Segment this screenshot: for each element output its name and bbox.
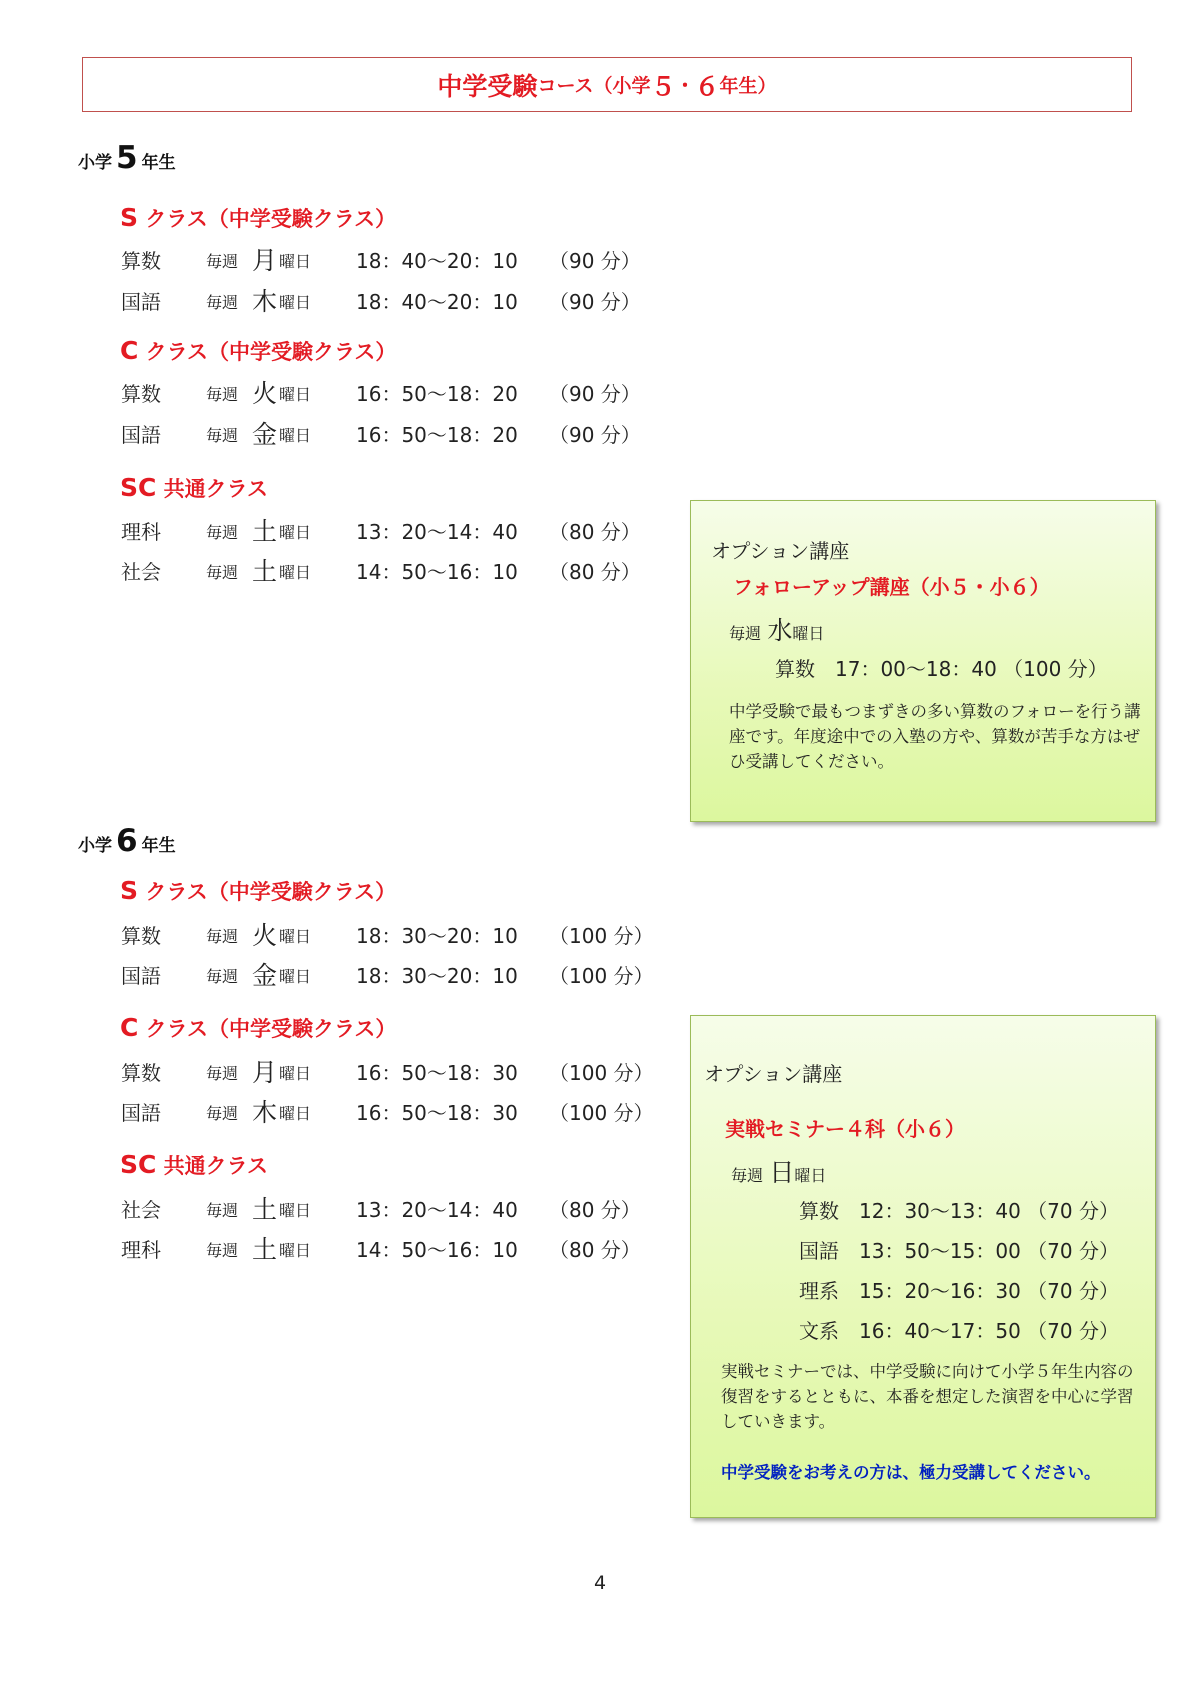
grade5-post: 年生 xyxy=(141,153,176,173)
duration: （100 分） xyxy=(549,1101,654,1125)
every-week: 毎週 xyxy=(731,1166,764,1185)
every-week: 毎週 xyxy=(206,523,239,542)
weekday: 日 xyxy=(769,1158,795,1187)
class-letter: C xyxy=(120,336,139,365)
option-line: 算数 17：00～18：40 （100 分） xyxy=(775,657,1108,681)
option-line: 国語 13：50～15：00 （70 分） xyxy=(799,1239,1119,1263)
subject: 国語 xyxy=(121,423,161,447)
subject: 社会 xyxy=(121,560,161,584)
class-letter: C xyxy=(120,1013,139,1042)
time: 14：50～16：10 xyxy=(356,560,518,584)
banner-main: 中学受験 xyxy=(437,71,538,101)
every-week: 毎週 xyxy=(206,1201,239,1220)
duration: （100 分） xyxy=(549,924,654,948)
subject: 国語 xyxy=(121,1101,161,1125)
option-title: 実戦セミナー４科（小６） xyxy=(725,1117,965,1141)
time: 16：50～18：30 xyxy=(356,1101,518,1125)
youbi: 曜日 xyxy=(279,252,312,271)
youbi: 曜日 xyxy=(794,1166,827,1185)
duration: （80 分） xyxy=(549,520,641,544)
grade5-num: 5 xyxy=(116,140,138,176)
youbi: 曜日 xyxy=(279,1064,312,1083)
class-label: クラス（中学受験クラス） xyxy=(138,340,397,364)
duration: （100 分） xyxy=(549,1061,654,1085)
g5-sc-class-heading xyxy=(120,473,268,503)
youbi: 曜日 xyxy=(279,1201,312,1220)
class-label: 共通クラス xyxy=(156,477,269,501)
duration: （80 分） xyxy=(549,560,641,584)
option-note: 中学受験をお考えの方は、極力受講してください。 xyxy=(721,1463,1101,1482)
class-label: クラス（中学受験クラス） xyxy=(138,207,397,231)
youbi: 曜日 xyxy=(279,563,312,582)
class-letter: SC xyxy=(120,1150,157,1179)
weekday: 金 xyxy=(252,420,278,449)
option-title: フォローアップ講座（小５・小６） xyxy=(733,575,1050,599)
option-line: 理系 15：20～16：30 （70 分） xyxy=(799,1279,1119,1303)
time: 18：30～20：10 xyxy=(356,964,518,988)
option-box-follow-up xyxy=(690,500,1156,822)
time: 16：50～18：30 xyxy=(356,1061,518,1085)
g5-c-class-heading xyxy=(120,336,396,366)
banner-course: コース（小学 xyxy=(537,75,651,97)
subject: 算数 xyxy=(121,924,161,948)
subject: 社会 xyxy=(121,1198,161,1222)
time: 16：50～18：20 xyxy=(356,423,518,447)
every-week: 毎週 xyxy=(206,385,239,404)
class-letter: SC xyxy=(120,473,157,502)
grade5-pre: 小学 xyxy=(78,153,112,173)
option-heading: オプション講座 xyxy=(704,1062,843,1086)
weekday: 土 xyxy=(252,517,278,546)
option-line: 算数 12：30～13：40 （70 分） xyxy=(799,1199,1119,1223)
grade6-heading xyxy=(78,823,176,859)
weekday: 木 xyxy=(252,1098,278,1127)
subject: 算数 xyxy=(121,382,161,406)
youbi: 曜日 xyxy=(279,293,312,312)
grade6-pre: 小学 xyxy=(78,836,112,856)
time: 14：50～16：10 xyxy=(356,1238,518,1262)
every-week: 毎週 xyxy=(206,1064,239,1083)
weekday: 月 xyxy=(252,1058,278,1087)
class-label: クラス（中学受験クラス） xyxy=(138,880,397,904)
every-week: 毎週 xyxy=(206,927,239,946)
every-week: 毎週 xyxy=(206,293,239,312)
class-label: 共通クラス xyxy=(156,1154,269,1178)
g6-s-class-heading xyxy=(120,876,396,906)
every-week: 毎週 xyxy=(206,1241,239,1260)
youbi: 曜日 xyxy=(279,1104,312,1123)
weekday: 木 xyxy=(252,287,278,316)
youbi: 曜日 xyxy=(279,1241,312,1260)
weekday: 火 xyxy=(252,921,278,950)
every-week: 毎週 xyxy=(206,1104,239,1123)
banner-dot: ・ xyxy=(675,75,695,97)
time: 13：20～14：40 xyxy=(356,1198,518,1222)
time: 16：50～18：20 xyxy=(356,382,518,406)
g6-c-class-heading xyxy=(120,1013,396,1043)
duration: （80 分） xyxy=(549,1198,641,1222)
youbi: 曜日 xyxy=(792,624,825,643)
class-letter: S xyxy=(120,203,139,232)
option-schedule-day xyxy=(731,1153,826,1189)
subject: 国語 xyxy=(121,290,161,314)
weekday: 金 xyxy=(252,961,278,990)
grade6-num: 6 xyxy=(116,823,138,859)
duration: （100 分） xyxy=(549,964,654,988)
option-box-seminar xyxy=(690,1015,1156,1518)
weekday: 土 xyxy=(252,1195,278,1224)
time: 13：20～14：40 xyxy=(356,520,518,544)
option-heading: オプション講座 xyxy=(711,539,850,563)
duration: （90 分） xyxy=(549,423,641,447)
youbi: 曜日 xyxy=(279,385,312,404)
youbi: 曜日 xyxy=(279,967,312,986)
page-number: 4 xyxy=(593,1572,607,1594)
weekday: 月 xyxy=(252,246,278,275)
every-week: 毎週 xyxy=(206,563,239,582)
time: 18：30～20：10 xyxy=(356,924,518,948)
duration: （90 分） xyxy=(549,290,641,314)
time: 18：40～20：10 xyxy=(356,249,518,273)
banner-grade5: ５ xyxy=(650,71,676,101)
option-line: 文系 16：40～17：50 （70 分） xyxy=(799,1319,1119,1343)
subject: 理科 xyxy=(121,520,161,544)
duration: （90 分） xyxy=(549,249,641,273)
g6-sc-class-heading xyxy=(120,1150,268,1180)
course-title-banner xyxy=(82,57,1132,112)
grade5-heading xyxy=(78,140,176,176)
g5-s-class-heading xyxy=(120,203,396,233)
subject: 算数 xyxy=(121,1061,161,1085)
duration: （80 分） xyxy=(549,1238,641,1262)
youbi: 曜日 xyxy=(279,523,312,542)
every-week: 毎週 xyxy=(206,252,239,271)
weekday: 土 xyxy=(252,557,278,586)
class-letter: S xyxy=(120,876,139,905)
subject: 理科 xyxy=(121,1238,161,1262)
weekday: 火 xyxy=(252,379,278,408)
duration: （90 分） xyxy=(549,382,641,406)
option-description: 中学受験で最もつまずきの多い算数のフォローを行う講座です。年度途中での入塾の方や、算数が苦手な方はぜひ受講してください。 xyxy=(729,702,1141,771)
weekday: 土 xyxy=(252,1235,278,1264)
option-description: 実戦セミナーでは、中学受験に向けて小学５年生内容の復習をするとともに、本番を想定した演習を中心に学習していきます。 xyxy=(721,1362,1134,1431)
youbi: 曜日 xyxy=(279,927,312,946)
every-week: 毎週 xyxy=(729,624,762,643)
every-week: 毎週 xyxy=(206,967,239,986)
class-label: クラス（中学受験クラス） xyxy=(138,1017,397,1041)
subject: 国語 xyxy=(121,964,161,988)
banner-suffix: 年生） xyxy=(719,75,777,97)
time: 18：40～20：10 xyxy=(356,290,518,314)
subject: 算数 xyxy=(121,249,161,273)
banner-grade6: ６ xyxy=(694,71,720,101)
weekday: 水 xyxy=(767,616,793,645)
option-schedule-day xyxy=(729,611,824,647)
youbi: 曜日 xyxy=(279,426,312,445)
grade6-post: 年生 xyxy=(141,836,176,856)
every-week: 毎週 xyxy=(206,426,239,445)
